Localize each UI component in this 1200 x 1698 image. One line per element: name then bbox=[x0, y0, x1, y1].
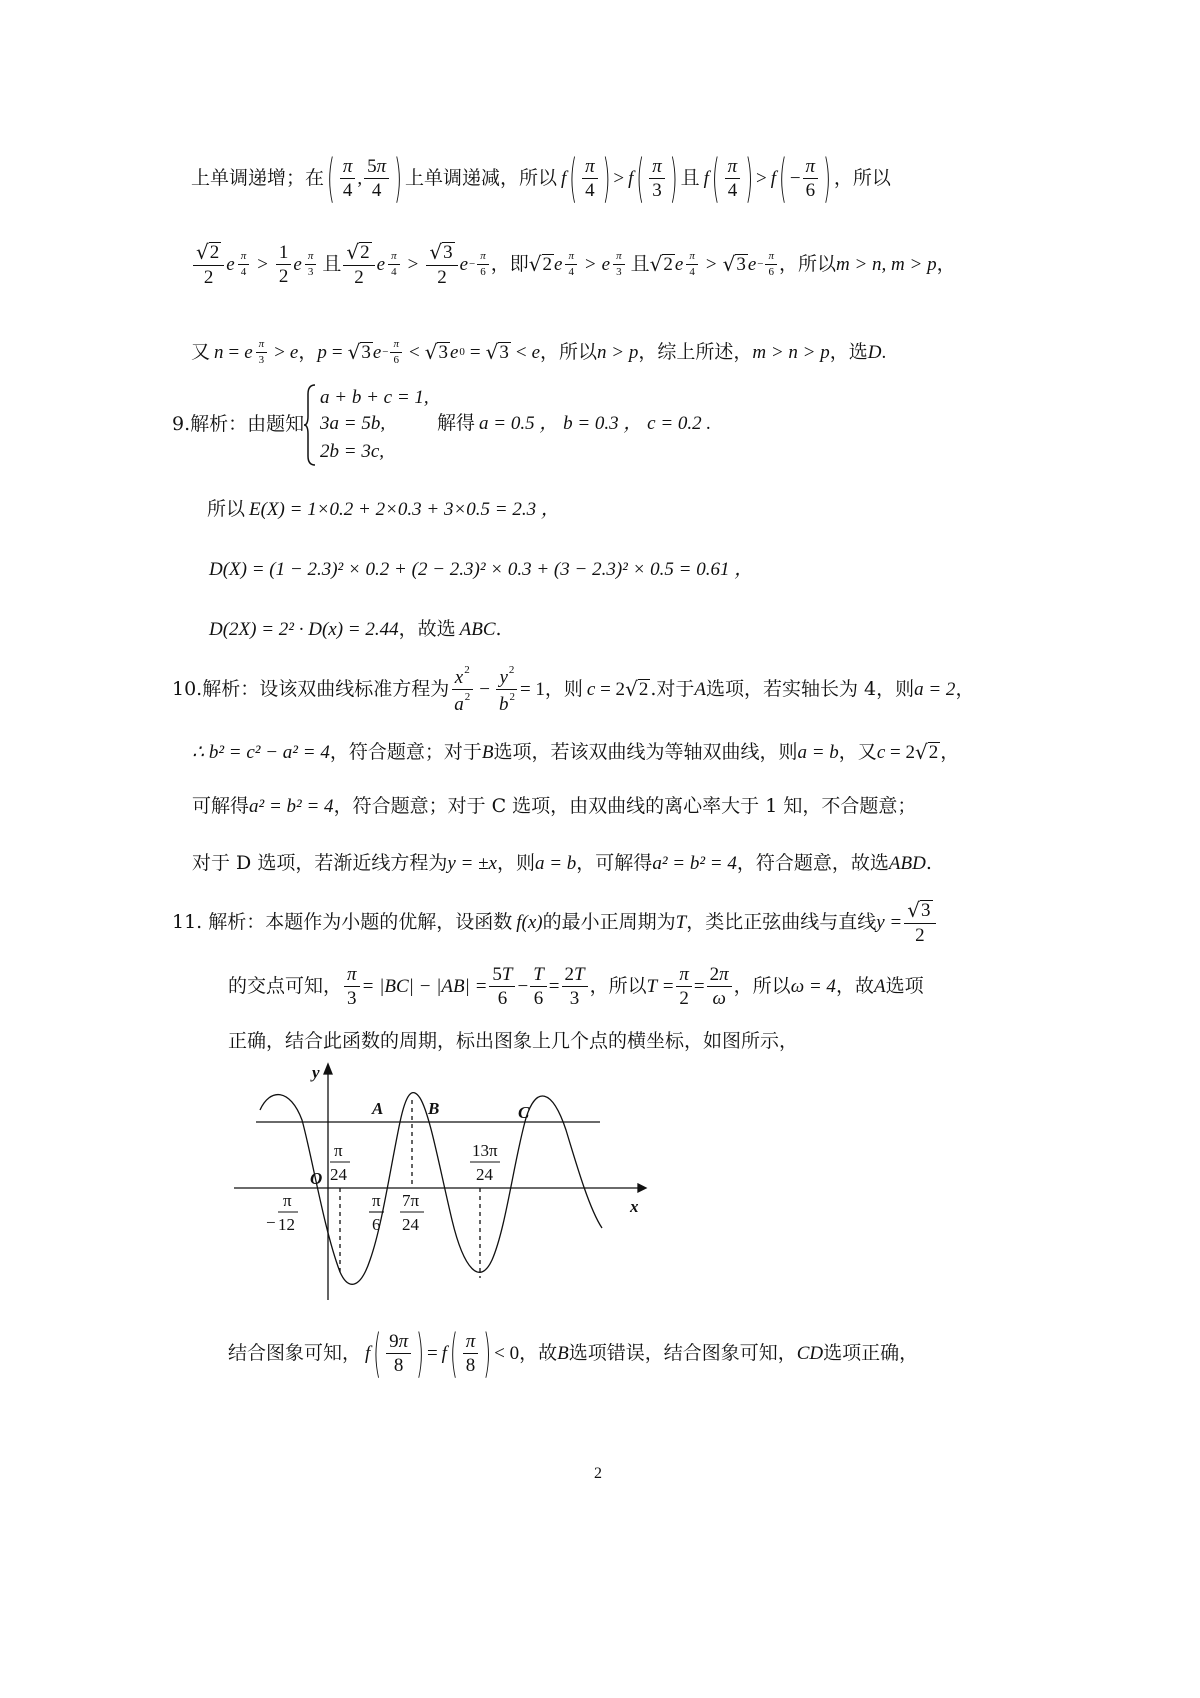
text: ，所以 bbox=[778, 253, 836, 275]
text: ，故 bbox=[835, 974, 874, 997]
math: T = bbox=[646, 975, 675, 997]
text: 选项 bbox=[885, 974, 924, 997]
answer: ABD bbox=[888, 853, 926, 874]
math: A bbox=[694, 678, 706, 700]
math: f(x) bbox=[516, 911, 543, 933]
text: 选项正确， bbox=[823, 1341, 919, 1364]
math: a = b bbox=[797, 741, 839, 763]
text: ，符合题意；对于 C 选项，由双曲线的离心率大于 1 知，不合题意； bbox=[333, 795, 917, 817]
q9-expectation bbox=[207, 500, 560, 519]
math: m > n > p bbox=[752, 341, 830, 363]
q11-line-4: 结合图象可知， f ( 9π 8 ) = f ( π 8 ) < 0，故 B 选项错误，结合图象可知， CD 选项正确， bbox=[228, 1321, 919, 1385]
text: 11. 解析：本题作为小题的优解，设函数 bbox=[172, 910, 513, 933]
tick-pi6-denominator: 6 bbox=[372, 1215, 381, 1234]
text: ，可解得 bbox=[576, 852, 653, 874]
math: y = bbox=[876, 911, 903, 933]
math: CD bbox=[796, 1342, 824, 1364]
text: ， bbox=[940, 740, 960, 763]
q9-variance-2x bbox=[209, 620, 502, 639]
math: a² = b² = 4 bbox=[249, 796, 334, 817]
q10-line-4 bbox=[192, 854, 932, 873]
point-b-label: B bbox=[428, 1099, 440, 1118]
point-c-label: C bbox=[518, 1103, 530, 1122]
q9-system-eq3: 2b = 3c, bbox=[320, 441, 385, 462]
text: ， bbox=[298, 341, 318, 363]
text: 的最小正周期为 bbox=[542, 910, 676, 933]
math: y = ±x bbox=[447, 853, 497, 874]
line-3: 又 n = e $\frac{\pi}{3}$ > e ， p = √ 3 e − $\frac{\pi}{6}$ < √ 3 e 0 = √ 3 < e ，所以 n > p ，综上所述， m > n > p ，选 D . bbox=[191, 337, 887, 366]
text: ，类比正弦曲线与直线 bbox=[686, 910, 877, 933]
text: ，所以 bbox=[589, 974, 647, 997]
text: 选项，若该双曲线为等轴双曲线，则 bbox=[493, 740, 798, 763]
page-number: 2 bbox=[594, 1465, 602, 1482]
math: n > p bbox=[597, 341, 639, 363]
text: < 0，故 bbox=[494, 1342, 558, 1364]
text: 10.解析：设该双曲线标准方程为 bbox=[172, 677, 450, 700]
math: D(X) = (1 − 2.3)² × 0.2 + (2 − 2.3)² × 0.3 + (3 − 2.3)² × 0.5 = 0.61 ， bbox=[209, 559, 754, 580]
tick-neg-pi12-numerator: π bbox=[283, 1191, 292, 1210]
q9-solution bbox=[437, 414, 711, 433]
text: 又 bbox=[191, 341, 211, 363]
text: 结合图象可知， bbox=[228, 1341, 362, 1364]
text: ，所以 bbox=[733, 974, 791, 997]
text: 可解得 bbox=[192, 795, 250, 817]
text: ，选 bbox=[829, 341, 868, 363]
tick-13pi24-denominator: 24 bbox=[476, 1165, 493, 1184]
answer: D bbox=[867, 341, 882, 363]
text: 且 bbox=[630, 253, 650, 275]
math: a² = b² = 4 bbox=[652, 853, 737, 874]
q9-variance bbox=[209, 560, 753, 579]
math: m > n, m > p bbox=[836, 253, 937, 275]
answer: ABC bbox=[459, 619, 496, 640]
tick-pi24-numerator: π bbox=[334, 1141, 343, 1160]
q9-system-eq1: a + b + c = 1, bbox=[320, 387, 429, 408]
q11-line-3 bbox=[228, 1032, 798, 1051]
math: B bbox=[481, 741, 494, 763]
q11-line-1: 11. 解析：本题作为小题的优解，设函数 f(x) 的最小正周期为 T ，类比正弦曲线与直线 y = √ 3 2 bbox=[172, 896, 938, 948]
math: D(2X) = 2² · D(x) = 2.44 bbox=[209, 619, 399, 640]
text: ，又 bbox=[838, 740, 877, 763]
math: a = 2 bbox=[914, 678, 956, 700]
y-axis-arrow-icon bbox=[324, 1064, 332, 1074]
q10-line-1: 10.解析：设该双曲线标准方程为 $x^2$ $a^2$ − $\frac{y^2}{b^2}$ = 1，则 c = 2 √ 2 .对于 A 选项，若实轴长为 4，则 a = 2 ， bbox=[172, 663, 975, 715]
text: . bbox=[925, 852, 932, 874]
text: 所以 bbox=[207, 498, 246, 520]
sine-figure bbox=[230, 1060, 660, 1308]
q10-line-3 bbox=[192, 797, 916, 816]
text: ，即 bbox=[490, 253, 529, 275]
tick-neg-minus: − bbox=[266, 1213, 276, 1232]
text: ，所以 bbox=[540, 341, 598, 363]
line-1: 上单调递增；在 ( π 4 , 5π 4 ) 上单调递减，所以 f ( π 4 ) > f ( π 3 ) 且 f ( π 4 ) > f ( − $\frac{\pi}{6}$ ) ，所以 bbox=[191, 146, 891, 210]
tick-13pi24-numerator: 13π bbox=[472, 1141, 498, 1160]
text: ，则 bbox=[496, 852, 535, 874]
math: ∴ b² = c² − a² = 4 bbox=[192, 741, 330, 763]
text: 选项，若实轴长为 4，则 bbox=[705, 677, 915, 700]
q9-label bbox=[172, 412, 304, 436]
math: ω = 4 bbox=[790, 975, 836, 997]
q11-line-2: 的交点可知， $\frac{\pi}{3}$ = |BC| − |AB| = $\frac{5T}{6}$ − $\frac{T}{6}$ = $\frac{2T}{3}$ ，所以 T = $\frac{\pi}{2}$ = $\frac{2\pi}{\omega}$ ，所以 ω = 4 ，故 A 选项 bbox=[228, 963, 924, 1009]
tick-7pi24-numerator: 7π bbox=[402, 1191, 420, 1210]
text: 且 bbox=[680, 166, 700, 189]
line-2: √ 2 2 e $\frac{\pi}{4}$ > 1 2 e $\frac{\pi}{3}$ 且 √ 2 2 e $\frac{\pi}{4}$ > √ 3 2 e − $\frac{\pi}{6}$ ，即 √ 2 e $\frac{\pi}{4}$ > e $\frac{\pi}{3}$ 且 √ 2 e $\frac{\pi}{4}$ > √ 3 e − $\frac{\pi}{6}$ ，所以 m > n, m > p ， bbox=[191, 236, 956, 292]
math: = |BC| − |AB| = bbox=[361, 975, 488, 997]
y-label: y bbox=[312, 1063, 320, 1082]
text: ， bbox=[936, 253, 956, 275]
text: 解得 bbox=[437, 412, 476, 434]
text: ，符合题意，故选 bbox=[736, 852, 889, 874]
text: 上单调递减，所以 bbox=[404, 166, 557, 189]
text: 正确，结合此函数的周期，标出图象上几个点的横坐标，如图所示， bbox=[228, 1030, 799, 1052]
math: a = b bbox=[534, 853, 577, 874]
tick-pi24-denominator: 24 bbox=[330, 1165, 347, 1184]
tick-neg-pi12-denominator: 12 bbox=[278, 1215, 295, 1234]
text: ，符合题意；对于 bbox=[329, 740, 482, 763]
math: B bbox=[557, 1342, 569, 1364]
math: a = 0.5 ， b = 0.3 ， c = 0.2 . bbox=[479, 413, 712, 434]
text: ，所以 bbox=[833, 166, 891, 189]
text: 9.解析：由题知 bbox=[172, 412, 305, 435]
x-axis-arrow-icon bbox=[638, 1184, 646, 1192]
text: 选项错误，结合图象可知， bbox=[568, 1341, 797, 1364]
text: .对于 bbox=[650, 677, 695, 700]
text: ， bbox=[955, 677, 975, 700]
q9-system-eq2: 3a = 5b, bbox=[320, 413, 386, 434]
point-a-label: A bbox=[372, 1099, 384, 1118]
q10-line-2: ∴ b² = c² − a² = 4 ，符合题意；对于 B 选项，若该双曲线为等轴双曲线，则 a = b ，又 c = 2 √ 2 ， bbox=[192, 740, 960, 764]
x-label: x bbox=[630, 1197, 639, 1216]
math: A bbox=[873, 975, 886, 997]
math: E(X) = 1×0.2 + 2×0.3 + 3×0.5 = 2.3 ， bbox=[249, 499, 560, 520]
text: 的交点可知， bbox=[228, 974, 343, 997]
text: ，故选 bbox=[398, 618, 456, 640]
brace-icon bbox=[303, 384, 317, 466]
text: 且 bbox=[322, 253, 342, 275]
text: . bbox=[495, 618, 502, 640]
tick-7pi24-denominator: 24 bbox=[402, 1215, 419, 1234]
text: 上单调递增；在 bbox=[191, 166, 325, 189]
origin-label: O bbox=[310, 1169, 323, 1188]
tick-pi6-numerator: π bbox=[372, 1191, 381, 1210]
text: . bbox=[881, 341, 887, 363]
text: = 1，则 bbox=[519, 678, 583, 700]
text: 对于 D 选项，若渐近线方程为 bbox=[192, 852, 448, 874]
math: T bbox=[675, 911, 687, 933]
text: ，综上所述， bbox=[638, 341, 753, 363]
